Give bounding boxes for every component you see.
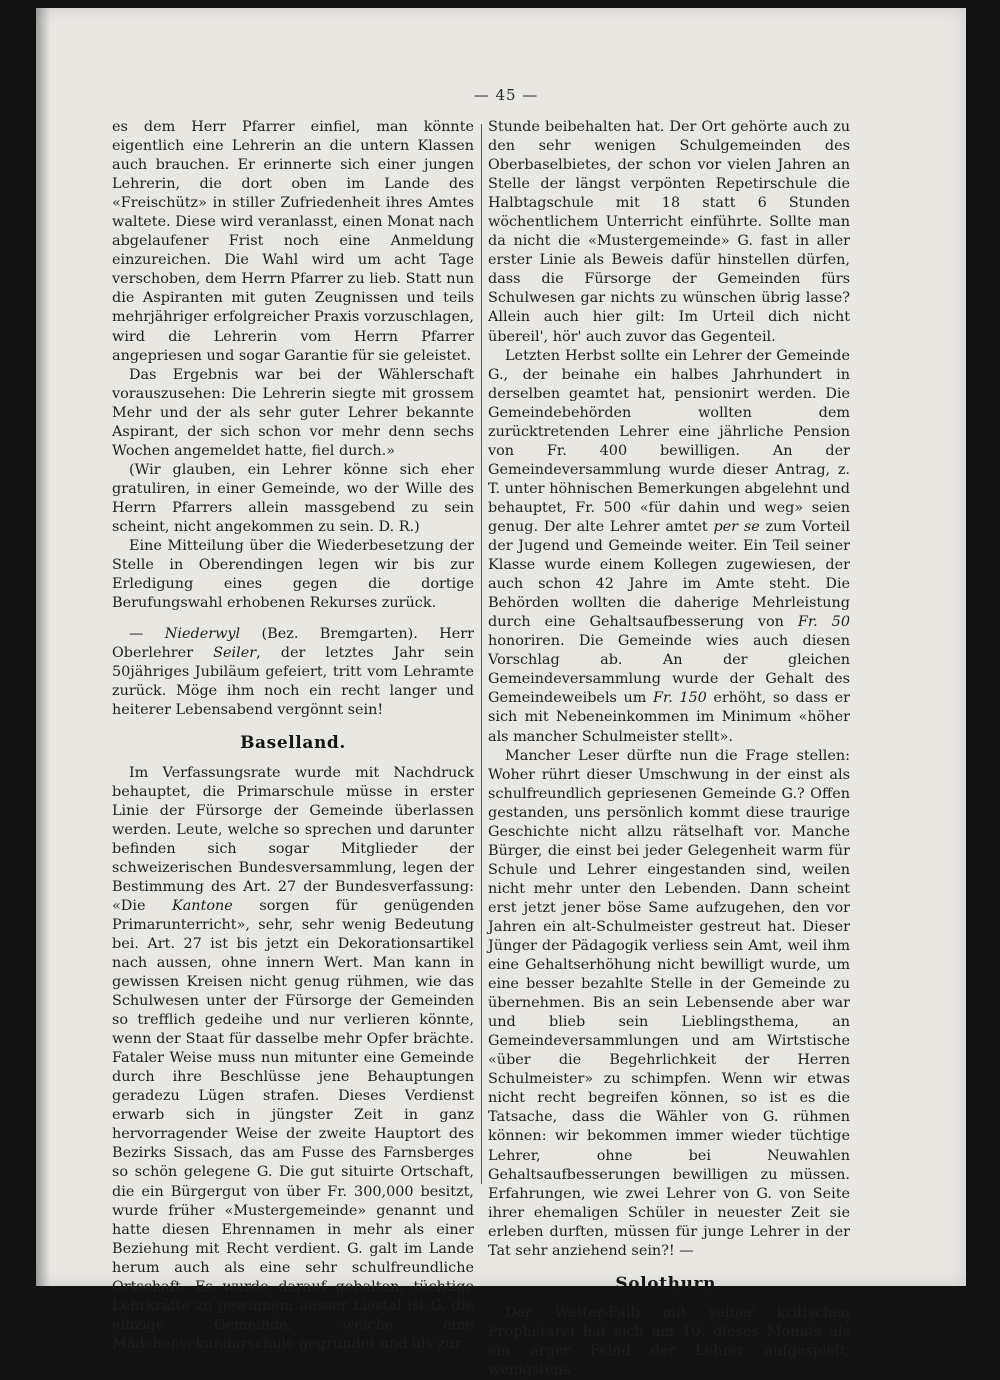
paragraph: Stunde beibehalten hat. Der Ort gehörte auch zu den sehr wenigen Schulgemeinden des Oberbaselbietes, der schon vor vielen Jahren an Stelle der längst verpönten Repetirschule die Halbtagschule mit 18 statt 6 Stunden wöchentlichem Unterricht einführte. Sollte man da nicht die «Mustergemeinde» G. fast in aller erster Linie als Beweis dafür hinstellen dürfen, dass die Fürsorge der Gemeinden fürs Schulwesen gar nichts zu wünschen übrig lasse? Allein auch hier gilt: Im Urteil dich nicht übereil', hör' auch zuvor das Gegenteil. [488,119,850,345]
person-name: Seiler [213,645,257,662]
text-run: Letzten Herbst sollte ein Lehrer der Gemeinde G., der beinahe ein halbes Jahrhundert in derselben geamtet hat, pensionirt werden. Die Gemeindebehörden wollten dem zurücktretenden Lehrer eine jährliche Pension von Fr. 400 bewilligen. An der Gemeindeversammlung wurde dieser Antrag, z. T. unter höhnischen Bemerkungen abgelehnt und behauptet, Fr. 500 «für dahin und weg» seien genug. Der alte Lehrer amtet [488,347,850,535]
text-run: zum Vorteil der Jugend und Gemeinde weiter. Ein Teil seiner Klasse wurde einem Kollegen zugewiesen, der auch schon 42 Jahre im Amte steht. Die Behörden wollten die daherige Mehrleistung durch eine Gehaltsaufbesserung von [488,518,850,631]
page-gutter-shadow [36,8,50,1286]
right-column [488,118,850,1380]
paragraph: (Wir glauben, ein Lehrer könne sich eher gratuliren, in einer Gemeinde, wo der Wille des Herrn Pfarrers allein massgebend zu sein scheint, nicht angekommen zu sein. D. R.) [112,461,474,535]
emphasis: Fr. 150 [652,690,707,707]
text-run: Im Verfassungsrate wurde mit Nachdruck behauptet, die Primarschule müsse in erster Linie der Fürsorge der Gemeinde überlassen werden. Leute, welche so sprechen und darunter befinden sich sogar Mitglieder der schweizerischen Bundesversammlung, legen der Bestimmung des Art. 27 der Bundesverfassung: «Die [112,764,474,914]
paragraph-baselland [112,764,474,1354]
paragraph [488,347,850,747]
paragraph: es dem Herr Pfarrer einfiel, man könnte eigentlich eine Lehrerin an die untern Klassen auch brauchen. Er erinnerte sich einer jungen Lehrerin, die dort oben im Lande des «Freischütz» in stiller Zufriedenheit ihres Amtes waltete. Diese wird veranlasst, einen Monat nach abgelaufener Frist noch eine Anmeldung einzureichen. Die Wahl wird um acht Tage verschoben, dem Herrn Pfarrer zu lieb. Statt nun die Aspiranten mit guten Zeugnissen und teils mehrjähriger erfolgreicher Praxis vorzuschlagen, wird die Lehrerin vom Herrn Pfarrer angepriesen und sogar Garantie für sie geleistet. [112,119,474,364]
emphasis: Kantone [171,897,233,914]
text-run: honoriren. Die Gemeinde wies auch diesen Vorschlag ab. An der gleichen Gemeindeversammlung wurde der Gehalt des Gemeindeweibels um [488,633,850,707]
section-heading-baselland: Baselland. [240,733,346,754]
paragraph: Eine Mitteilung über die Wiederbesetzung der Stelle in Oberendingen legen wir bis zur Erledigung eines gegen die dortige Berufungswahl erhobenen Rekurses zurück. [112,538,474,612]
paragraph: Der Wetter-Falb mit seiner kritischen Prophetarei hat sich am 10. dieses Monats als ein arger Feind der Lehrer aufgespielt, wenigstens [488,1304,850,1378]
text-run: , der letztes Jahr sein 50jähriges Jubiläum gefeiert, tritt vom Lehramte zurück. Möge ihm noch ein recht langer und heiterer Lebensabend vergönnt sein! [112,645,474,719]
text-run: (Bez. Bremgarten). Herr Oberlehrer [112,626,475,662]
emphasis: Fr. 50 [797,614,850,631]
text-run: sorgen für genügenden Primarunterricht», sehr, sehr wenig Bedeutung bei. Art. 27 ist bis jetzt ein Dekorationsartikel nach aussen, ohne innern Wert. Man kann in gewissen Kreisen nicht genug rühmen, wie das Schulwesen unter der Fürsorge der Gemeinden so trefflich gedeihe und nur verlieren könnte, wenn der Staat für dasselbe mehr Opfer brächte. Fataler Weise muss nun mitunter eine Gemeinde durch ihre Beschlüsse jene Behauptungen geradezu Lügen strafen. Dieses Verdienst erwarb sich in jüngster Zeit in ganz hervorragender Weise der zweite Hauptort des Bezirks Sissach, das am Fusse des Farnsberges so schön gelegene G. Die gut situirte Ortschaft, die ein Bürgergut von über Fr. 300,000 besitzt, wurde früher «Mustergemeinde» genannt und hatte diesen Ehrennamen in mehr als einer Beziehung mit Recht verdient. G. galt im Lande herum auch als eine sehr schulfreundliche Ortschaft. Es wurde darauf gehalten, tüchtige Lehrkräfte zu gewinnen; ausser Liestal ist G. die einzige Gemeinde, welche eine Mädchensekundarschule gegründet und bis zur [112,897,474,1352]
emphasis: per se [713,518,760,535]
section-heading-solothurn: Solothurn. [615,1273,723,1294]
column-divider [481,124,482,1184]
dash: — [129,626,165,643]
text-run: erhöht, so dass er sich mit Nebeneinkommen im Minimum «höher als mancher Schulmeister stellt». [488,690,850,745]
paragraph: Mancher Leser dürfte nun die Frage stellen: Woher rührt dieser Umschwung in der einst als schulfreundlich gepriesenen Gemeinde G.? Offen gestanden, uns persönlich kommt diese traurige Geschichte nicht allzu rätselhaft vor. Manche Bürger, die einst bei jeder Gelegenheit warm für Schule und Lehrer eingestanden sind, weilen nicht mehr unter den Lebenden. Dann scheint erst jetzt jener böse Same aufzugehen, den vor Jahren ein alt-Schulmeister gestreut hat. Dieser Jünger der Pädagogik verliess sein Amt, weil ihm eine Gehaltserhöhung nicht bewilligt wurde, um eine besser bezahlte Stelle in der Gemeinde zu übernehmen. Bis an sein Lebensende aber war und blieb sein Lieblingsthema, an Gemeindeversammlungen und am Wirtstische «über die Begehrlichkeit der Herren Schulmeister» zu schimpfen. Wenn wir etwas nicht recht begreifen können, so ist es die Tatsache, dass die Wähler von G. rühmen können: wir bekommen immer wieder tüchtige Lehrer, ohne bei Neuwahlen Gehaltsaufbesserungen bewilligen zu müssen. Erfahrungen, wie zwei Lehrer von G. von Seite ihrer ehemaligen Schüler in neuester Zeit sie erleben durften, müssen für junge Lehrer in der Tat sehr anziehend sein?! — [488,747,850,1259]
paragraph: Das Ergebnis war bei der Wählerschaft vorauszusehen: Die Lehrerin siegte mit grossem Mehr und der als sehr guter Lehrer bekannte Aspirant, der sich schon vor mehr denn sechs Wochen angemeldet hatte, fiel durch.» [112,366,474,459]
place-name: Niederwyl [164,626,241,643]
paragraph-niederwyl [112,625,474,720]
page-number: — 45 — [473,86,539,104]
newspaper-page [36,8,966,1378]
left-column [112,118,474,1354]
